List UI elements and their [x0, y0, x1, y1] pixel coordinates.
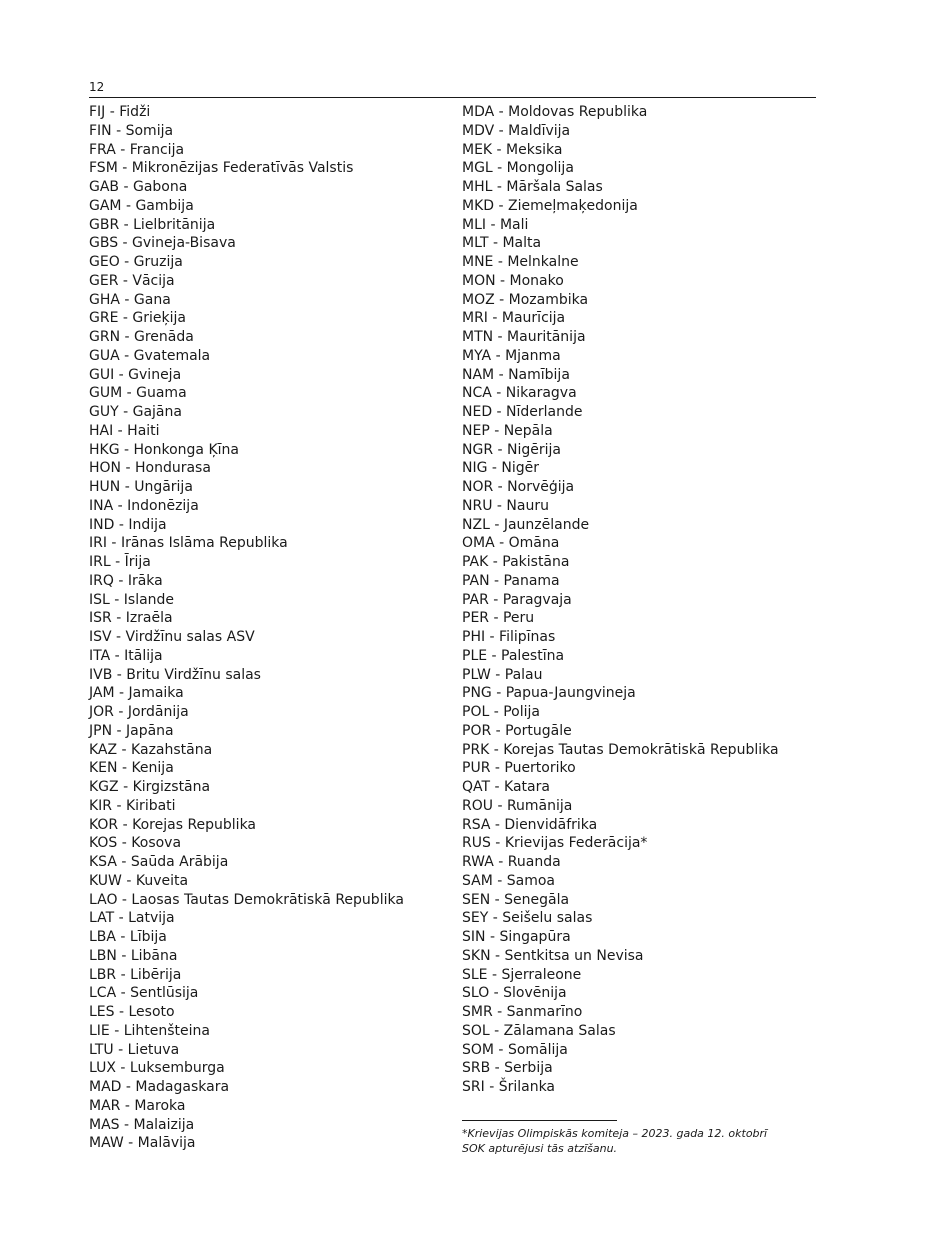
country-entry: IRI - Irānas Islāma Republika [89, 535, 288, 552]
country-entry: SOM - Somālija [462, 1041, 568, 1058]
country-entry: MYA - Mjanma [462, 347, 561, 364]
country-entry: HKG - Honkonga Ķīna [89, 441, 239, 458]
country-entry: GEO - Gruzija [89, 254, 183, 270]
country-entry: GBR - Lielbritānija [89, 216, 216, 233]
country-entry: MDA - Moldovas Republika [462, 104, 648, 120]
country-entry: INA - Indonēzija [89, 497, 199, 514]
header-rule [89, 97, 816, 98]
country-entry: SKN - Sentkitsa un Nevisa [462, 947, 644, 964]
right-country-list [462, 103, 779, 1097]
country-entry: IND - Indija [89, 516, 167, 533]
country-entry: NED - Nīderlande [462, 404, 583, 420]
country-entry: FRA - Francija [89, 141, 185, 158]
country-entry: HAI - Haiti [89, 422, 160, 439]
country-entry: NAM - Namībija [462, 366, 570, 383]
country-entry: LIE - Lihtenšteina [89, 1022, 211, 1039]
country-entry: SLO - Slovēnija [462, 985, 567, 1002]
country-entry: NOR - Norvēģija [462, 479, 575, 495]
country-entry: SRB - Serbija [462, 1060, 553, 1077]
country-entry: GBS - Gvineja-Bisava [89, 235, 236, 252]
country-entry: LBN - Libāna [89, 947, 178, 964]
country-entry: KSA - Saūda Arābija [89, 854, 229, 870]
country-entry: GAM - Gambija [89, 197, 194, 214]
country-entry: POR - Portugāle [462, 722, 572, 739]
country-entry: HUN - Ungārija [89, 479, 193, 495]
country-entry: KAZ - Kazahstāna [89, 741, 213, 758]
country-entry: GUI - Gvineja [89, 366, 182, 383]
country-entry: ISL - Islande [89, 591, 175, 608]
country-entry: SIN - Singapūra [462, 929, 571, 945]
country-entry: NGR - Nigērija [462, 441, 561, 458]
country-entry: MON - Monako [462, 272, 564, 289]
country-entry: HON - Hondurasa [89, 460, 211, 477]
country-entry: KGZ - Kirgizstāna [89, 779, 211, 795]
country-entry: SRI - Šrilanka [462, 1079, 556, 1095]
country-entry: SOL - Zālamana Salas [462, 1022, 616, 1039]
country-entry: GAB - Gabona [89, 179, 188, 195]
country-entry: RSA - Dienvidāfrika [462, 816, 598, 833]
footnote-rule [462, 1120, 617, 1121]
country-entry: KOS - Kosova [89, 835, 182, 852]
page-number: 12 [89, 80, 105, 94]
country-entry: LAT - Latvija [89, 910, 175, 927]
country-entry: JOR - Jordānija [89, 704, 189, 720]
country-entry: PUR - Puertoriko [462, 760, 576, 777]
footnote [462, 1126, 782, 1156]
country-entry: MAD - Madagaskara [89, 1079, 230, 1095]
country-entry: LES - Lesoto [89, 1004, 175, 1020]
country-entry: IVB - Britu Virdžīnu salas [89, 666, 261, 683]
country-entry: KEN - Kenija [89, 760, 174, 777]
country-entry: GER - Vācija [89, 272, 175, 289]
country-entry: MAR - Maroka [89, 1097, 186, 1114]
country-entry: GUY - Gajāna [89, 404, 182, 420]
country-entry: LBA - Lībija [89, 929, 167, 945]
country-entry: PER - Peru [462, 610, 535, 627]
country-entry: LCA - Sentlūsija [89, 985, 199, 1002]
left-country-list [89, 103, 404, 1153]
country-entry: GHA - Gana [89, 291, 171, 308]
country-entry: MLT - Malta [462, 235, 542, 252]
country-entry: PRK - Korejas Tautas Demokrātiskā Republika [462, 741, 779, 758]
country-entry: IRL - Īrija [89, 554, 151, 570]
country-entry: MKD - Ziemeļmaķedonija [462, 197, 638, 214]
country-entry: PAR - Paragvaja [462, 591, 572, 608]
country-entry: MAS - Malaizija [89, 1116, 195, 1133]
country-entry: MOZ - Mozambika [462, 291, 589, 308]
footnote-line: SOK apturējusi tās atzīšanu. [462, 1142, 618, 1155]
country-entry: ROU - Rumānija [462, 797, 573, 814]
country-entry: ISR - Izraēla [89, 610, 173, 627]
country-entry: KOR - Korejas Republika [89, 816, 257, 833]
country-entry: LTU - Lietuva [89, 1041, 180, 1058]
country-entry: RWA - Ruanda [462, 854, 561, 870]
country-entry: MEK - Meksika [462, 141, 563, 158]
country-entry: KIR - Kiribati [89, 797, 176, 814]
country-entry: NIG - Nigēr [462, 460, 540, 477]
country-entry: PAN - Panama [462, 572, 560, 589]
country-entry: JAM - Jamaika [89, 685, 184, 702]
country-entry: GUM - Guama [89, 385, 187, 402]
country-entry: MAW - Malāvija [89, 1135, 196, 1152]
country-entry: ISV - Virdžīnu salas ASV [89, 629, 255, 645]
country-entry: PLW - Palau [462, 666, 543, 683]
country-entry: PAK - Pakistāna [462, 554, 570, 570]
country-entry: IRQ - Irāka [89, 572, 163, 589]
country-entry: MNE - Melnkalne [462, 254, 579, 270]
country-entry: QAT - Katara [462, 779, 550, 795]
country-entry: LAO - Laosas Tautas Demokrātiskā Republika [89, 891, 404, 908]
country-entry: PLE - Palestīna [462, 647, 565, 664]
footnote-line: *Krievijas Olimpiskās komiteja – 2023. gada 12. oktobrī [462, 1127, 768, 1140]
country-entry: MDV - Maldīvija [462, 122, 571, 139]
country-entry: MLI - Mali [462, 216, 529, 233]
country-entry: SMR - Sanmarīno [462, 1004, 583, 1020]
country-entry: NRU - Nauru [462, 497, 549, 514]
country-entry: FIJ - Fidži [89, 104, 151, 120]
country-entry: KUW - Kuveita [89, 872, 189, 889]
country-entry: LBR - Libērija [89, 966, 182, 983]
country-entry: MGL - Mongolija [462, 160, 574, 177]
country-entry: SLE - Sjerraleone [462, 966, 582, 983]
country-entry: NZL - Jaunzēlande [462, 516, 590, 533]
country-entry: NEP - Nepāla [462, 422, 553, 439]
country-entry: SEY - Seišelu salas [462, 910, 593, 927]
country-entry: SEN - Senegāla [462, 891, 570, 908]
country-entry: RUS - Krievijas Federācija* [462, 835, 648, 852]
country-entry: MRI - Maurīcija [462, 310, 566, 327]
country-entry: PNG - Papua-Jaungvineja [462, 685, 636, 702]
country-entry: ITA - Itālija [89, 647, 163, 664]
country-entry: FIN - Somija [89, 122, 174, 139]
country-entry: OMA - Omāna [462, 535, 560, 552]
country-entry: MHL - Māršala Salas [462, 179, 603, 195]
country-entry: PHI - Filipīnas [462, 629, 556, 645]
country-entry: JPN - Japāna [89, 722, 174, 739]
country-entry: GUA - Gvatemala [89, 347, 211, 364]
country-entry: SAM - Samoa [462, 872, 556, 889]
country-entry: LUX - Luksemburga [89, 1060, 225, 1077]
country-entry: GRN - Grenāda [89, 329, 194, 345]
country-entry: POL - Polija [462, 704, 540, 720]
country-entry: FSM - Mikronēzijas Federatīvās Valstis [89, 160, 354, 177]
country-entry: MTN - Mauritānija [462, 329, 586, 345]
country-entry: NCA - Nikaragva [462, 385, 577, 402]
country-entry: GRE - Grieķija [89, 310, 186, 327]
